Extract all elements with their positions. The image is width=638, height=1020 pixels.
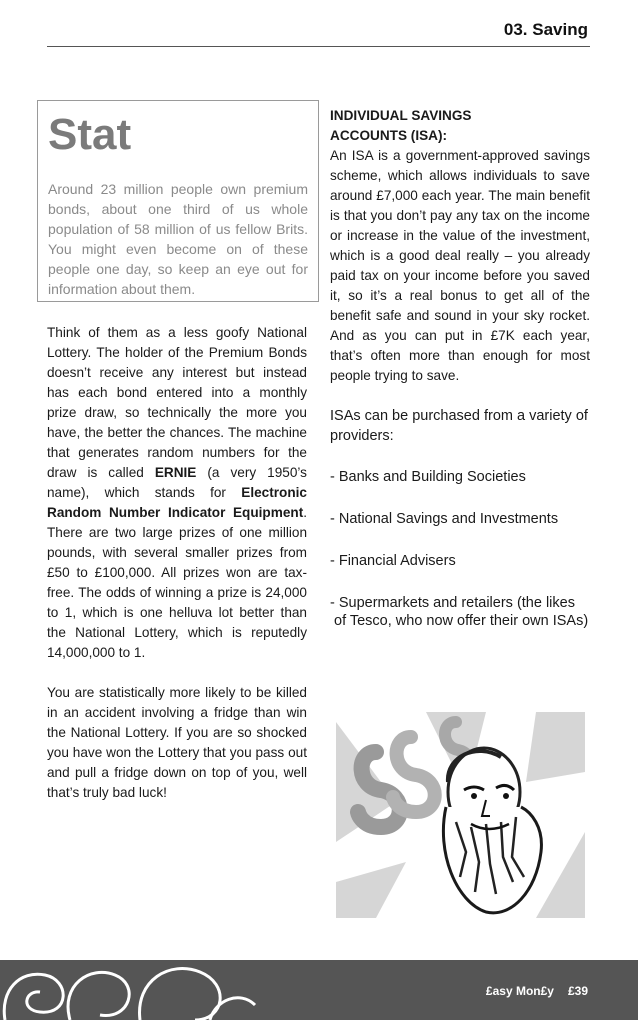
ernie-term: ERNIE [154,465,197,480]
isa-body: An ISA is a government-approved savings scheme, which allows individuals to save around £7,000 each year. The main benefit is that you don’t pay any tax on the income or increase in the value of the investment, which is a good deal really – you already paid tax on your income before you saved it, so it’s a real bonus to get all of the benefit safe and sound in your sky rocket. And as you can put in £7K each year, that’s often more than enough for most people trying to save. [330,148,590,383]
isa-heading-line2: ACCOUNTS (ISA): [330,128,448,143]
darwin-portrait-illustration [336,712,585,918]
footer-text [486,984,588,998]
right-column [330,106,590,654]
provider-label: National Savings and Investments [338,511,559,527]
stat-title: Stat [48,110,132,159]
p1-text-a: Think of them as a less goofy National Lottery. The holder of the Premium Bonds doesn’t receive any interest but instead has each bond entered into a monthly prize draw, so technically the more you have, the better the chances. The machine that generates random numbers for the draw is called [47,325,307,480]
left-column [47,323,307,823]
ernie-expansion: Electronic Random Number Indicator Equipment [47,485,307,520]
provider-label: Financial Advisers [338,553,456,569]
p1-text-b: (a very 1950’s name), which stands for [47,465,307,500]
list-item [330,594,590,630]
stat-text: Around 23 million people own premium bonds, about one third of us whole population of 58 million of us fellow Brits. You might even become on of these people one day, so keep an eye out for information about them. [48,181,308,297]
stat-callout-box [37,100,319,302]
bullet-dash: - [330,553,335,569]
isa-heading-line1: INDIVIDUAL SAVINGS [330,108,472,123]
providers-list [330,468,590,630]
premium-bonds-paragraph [47,323,307,663]
footer-swirl-decoration [0,960,260,1020]
bullet-dash: - [330,469,335,485]
list-item [330,468,590,486]
header-divider [47,46,590,47]
bullet-dash: - [330,595,335,611]
p1-text-c: . There are two large prizes of one million pounds, with several smaller prizes from £50 to £100,000. All prizes won are tax-free. The odds of winning a prize is 24,000 to 1, which is one helluva lot better than the National Lottery, which is reputedly 14,000,000 to 1. [47,505,307,660]
footer-bar [0,960,638,1020]
bullet-dash: - [330,511,335,527]
list-item [330,552,590,570]
providers-intro: ISAs can be purchased from a variety of providers: [330,408,588,444]
provider-label: Supermarkets and retailers (the likes of Tesco, who now offer their own ISAs) [334,595,589,629]
list-item [330,510,590,528]
book-title: £asy Mon£y [485,984,554,998]
page-number: £39 [567,984,588,998]
section-title: 03. Saving [503,20,588,39]
provider-label: Banks and Building Societies [338,469,526,485]
fridge-paragraph: You are statistically more likely to be killed in an accident involving a fridge than win the National Lottery. If you are so shocked you have won the Lottery that you pass out and pull a fridge down on top of you, well that’s truly bad luck! [47,685,307,800]
